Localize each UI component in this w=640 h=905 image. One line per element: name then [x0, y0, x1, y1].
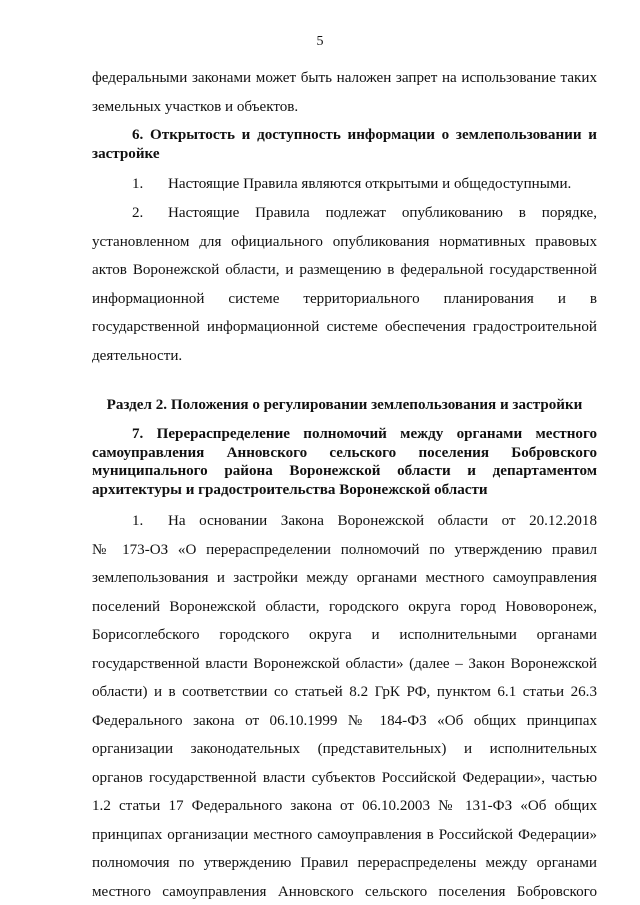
item-text: На основании Закона Воронежской области от 20.12.2018	[168, 513, 597, 529]
part-2-title: Раздел 2. Положения о регулировании землепользования и застройки	[106, 397, 583, 413]
item-text: Настоящие Правила являются открытыми и общедоступными.	[168, 176, 572, 192]
section-6-item-2-first	[132, 203, 597, 223]
section-7-item-1-line: государственной власти Воронежской области» (далее – Закон Воронежской	[92, 656, 597, 672]
section-6-item-2-line: информационной системе территориального планирования и в	[92, 291, 597, 307]
item-number: 1.	[132, 176, 144, 192]
section-6-item-2-line: государственной информационной системе обеспечения градостроительной	[92, 319, 597, 335]
item-number: 2.	[132, 205, 144, 221]
intro-line-1: федеральными законами может быть наложен запрет на использование таких	[92, 70, 597, 86]
section-7-item-1-line: № 173-ОЗ «О перераспределении полномочий по утверждению правил	[92, 542, 597, 558]
section-7-heading-line-1: 7. Перераспределение полномочий между органами местного	[132, 426, 597, 442]
section-7-heading-line-3: муниципального района Воронежской области и департаментом	[92, 463, 597, 479]
section-6-item-2-line: деятельности.	[92, 348, 183, 364]
section-7-heading-line-4: архитектуры и градостроительства Воронежской области	[92, 482, 488, 498]
section-7-item-1-line: Борисоглебского городского округа и исполнительными органами	[92, 627, 597, 643]
page-number: 5	[316, 34, 324, 49]
section-7-item-1-line: местного самоуправления Анновского сельского поселения Бобровского	[92, 884, 597, 900]
section-6-heading-line-2: застройке	[92, 146, 160, 162]
section-7-item-1-line: полномочия по утверждению Правил перераспределены между органами	[92, 855, 597, 871]
section-7-heading-line-2: самоуправления Анновского сельского поселения Бобровского	[92, 445, 597, 461]
section-6-item-1	[132, 174, 597, 194]
section-7-item-1-line: землепользования и застройки между органами местного самоуправления	[92, 570, 597, 586]
section-7-item-1-line: 1.2 статьи 17 Федерального закона от 06.10.2003 № 131-ФЗ «Об общих	[92, 798, 597, 814]
section-7-item-1-first	[132, 511, 597, 531]
section-7-item-1-line: принципах организации местного самоуправления в Российской Федерации»	[92, 827, 597, 843]
item-number: 1.	[132, 513, 144, 529]
section-6-item-2-line: актов Воронежской области, и размещению в федеральной государственной	[92, 262, 597, 278]
intro-line-2: земельных участков и объектов.	[92, 99, 299, 115]
item-text: Настоящие Правила подлежат опубликованию в порядке,	[168, 205, 597, 221]
section-7-item-1-line: организации законодательных (представительных) и исполнительных	[92, 741, 597, 757]
section-7-item-1-line: области) и в соответствии со статьей 8.2 ГрК РФ, пунктом 6.1 статьи 26.3	[92, 684, 597, 700]
section-7-item-1-line: поселений Воронежской области, городского округа город Нововоронеж,	[92, 599, 597, 615]
section-6-item-2-line: установленном для официального опубликования нормативных правовых	[92, 234, 597, 250]
section-6-heading-line-1: 6. Открытость и доступность информации о землепользовании и	[132, 127, 597, 143]
section-7-item-1-line: органов государственной власти субъектов Российской Федерации», частью	[92, 770, 597, 786]
section-7-item-1-line: Федерального закона от 06.10.1999 № 184-ФЗ «Об общих принципах	[92, 713, 597, 729]
